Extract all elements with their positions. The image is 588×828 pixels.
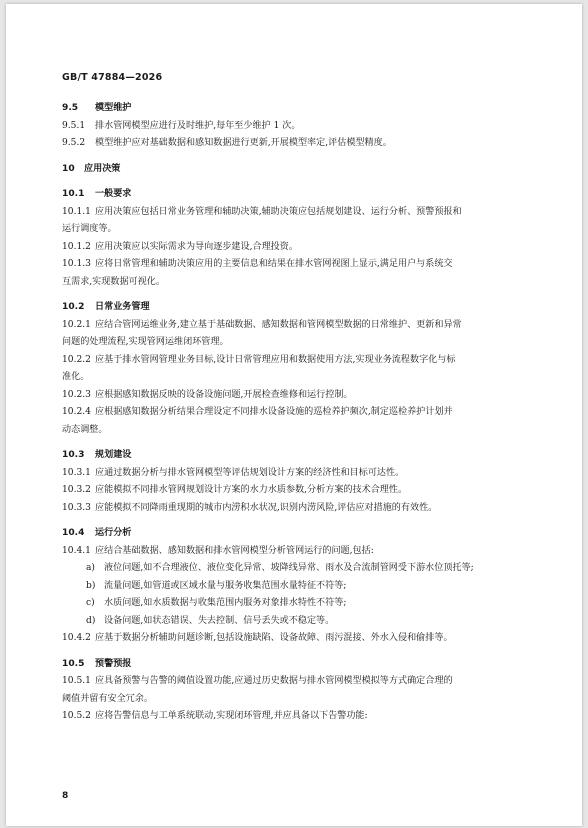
clause-number: 9.5.2 (62, 138, 86, 148)
section-title: 规划建设 (95, 450, 132, 460)
clause-paragraph (62, 708, 532, 726)
clause-continuation: 动态调整。 (62, 424, 108, 435)
clause-text: 模型维护应对基础数据和感知数据进行更新,开展模型率定,评估模型精度。 (95, 138, 392, 148)
section-title: 日常业务管理 (95, 302, 150, 312)
section-heading (62, 525, 532, 543)
clause-continuation: 问题的处理流程,实现管网运维闭环管理。 (62, 337, 229, 347)
clause-text: 应基于数据分析辅助问题诊断,包括设施缺陷、设备故障、雨污混接、外水入侵和偷排等。 (95, 633, 453, 643)
clause-continuation: 运行调度等。 (62, 224, 117, 234)
clause-number: 10.4.1 (62, 545, 91, 556)
section-heading (62, 447, 532, 465)
section-number: 10.1 (62, 189, 85, 199)
clause-number: 10.4.2 (62, 633, 91, 643)
clause-paragraph (62, 500, 532, 518)
list-marker: c) (86, 598, 95, 608)
clause-continuation: 准化。 (62, 372, 90, 382)
clause-number: 10.2.4 (62, 407, 91, 417)
clause-text: 应将告警信息与工单系统联动,实现闭环管理,并应具备以下告警功能: (95, 711, 368, 721)
clause-text: 应用决策应以实际需求为导向逐步建设,合理投资。 (95, 241, 298, 252)
clause-text: 应根据感知数据分析结果合理设定不同排水设备设施的巡检养护频次,制定巡检养护计划并 (95, 407, 453, 417)
section-title: 预警预报 (95, 658, 132, 669)
clause-paragraph (62, 630, 532, 648)
clause-text: 应能模拟不同降雨重现期的城市内涝积水状况,识别内涝风险,评估应对措施的有效性。 (95, 502, 438, 513)
list-item (62, 613, 532, 631)
list-marker: a) (86, 563, 95, 573)
clause-paragraph (62, 673, 532, 691)
document-page (6, 4, 582, 826)
section-number: 9.5 (62, 103, 79, 113)
standard-header: GB/T 47884—2026 (62, 72, 163, 83)
clause-text: 应结合管网运维业务,建立基于基础数据、感知数据和管网模型数据的日常维护、更新和异常 (95, 319, 462, 330)
section-title: 应用决策 (84, 163, 121, 174)
clause-paragraph (62, 482, 532, 500)
section-number: 10.2 (62, 302, 85, 312)
list-marker: b) (86, 580, 96, 591)
list-item (62, 578, 532, 596)
section-heading (62, 161, 532, 179)
list-text: 水质问题,如水质数据与收集范围内服务对象排水特性不符等; (104, 598, 347, 608)
clause-paragraph (62, 387, 532, 405)
clause-text: 应能模拟不同排水管网规划设计方案的水力水质参数,分析方案的技术合理性。 (95, 485, 408, 495)
clause-text: 应通过数据分析与排水管网模型等评估规划设计方案的经济性和目标可达性。 (95, 467, 405, 478)
section-number: 10.3 (62, 450, 85, 460)
document-body (62, 100, 532, 726)
clause-number: 10.2.3 (62, 389, 91, 400)
page-number: 8 (62, 791, 69, 801)
section-title: 一般要求 (95, 189, 132, 199)
list-marker: d) (86, 615, 96, 626)
section-heading (62, 656, 532, 674)
clause-continuation: 互需求,实现数据可视化。 (62, 276, 165, 287)
section-number: 10.5 (62, 658, 85, 669)
list-text: 流量问题,如管道或区域水量与服务收集范围水量特征不符等; (104, 580, 347, 591)
clause-paragraph (62, 543, 532, 561)
clause-number: 9.5.1 (62, 120, 86, 131)
clause-paragraph (62, 352, 532, 370)
clause-text: 应将日常管理和辅助决策应用的主要信息和结果在排水管网视图上显示,满足用户与系统交 (95, 259, 453, 269)
clause-text: 应用决策应包括日常业务管理和辅助决策,辅助决策应包括规划建设、运行分析、预警预报和 (95, 206, 462, 217)
clause-text: 应基于排水管网管理业务目标,设计日常管理应用和数据使用方法,实现业务流程数字化与标 (95, 354, 456, 365)
clause-paragraph (62, 204, 532, 222)
clause-paragraph (62, 135, 532, 153)
clause-number: 10.2.2 (62, 354, 91, 365)
clause-number: 10.1.1 (62, 206, 91, 217)
clause-text: 排水管网模型应进行及时维护,每年至少维护 1 次。 (95, 120, 301, 131)
clause-number: 10.2.1 (62, 319, 91, 330)
clause-paragraph (62, 256, 532, 274)
clause-number: 10.1.3 (62, 259, 91, 269)
clause-text: 应具备预警与告警的阈值设置功能,应通过历史数据与排水管网模型模拟等方式确定合理的 (95, 676, 453, 686)
clause-paragraph (62, 465, 532, 483)
section-heading (62, 186, 532, 204)
clause-paragraph (62, 239, 532, 257)
clause-number: 10.3.1 (62, 467, 91, 478)
list-text: 设备问题,如状态错误、失去控制、信号丢失或不稳定等。 (104, 615, 335, 626)
list-text: 液位问题,如不合理液位、液位变化异常、坡降线异常、雨水及合流制管网受下游水位顶托等; (104, 563, 474, 573)
section-heading (62, 299, 532, 317)
section-number: 10 (62, 163, 75, 174)
list-item (62, 595, 532, 613)
clause-text: 应根据感知数据反映的设备设施问题,开展检查维修和运行控制。 (95, 389, 353, 400)
clause-number: 10.3.2 (62, 485, 91, 495)
clause-number: 10.5.1 (62, 676, 91, 686)
section-heading (62, 100, 532, 118)
clause-continuation: 阈值并留有安全冗余。 (62, 693, 153, 704)
list-item (62, 560, 532, 578)
clause-text: 应结合基础数据、感知数据和排水管网模型分析管网运行的问题,包括: (95, 545, 374, 556)
clause-paragraph (62, 317, 532, 335)
section-number: 10.4 (62, 528, 85, 538)
section-title: 模型维护 (95, 103, 132, 113)
clause-paragraph (62, 404, 532, 422)
clause-number: 10.5.2 (62, 711, 91, 721)
clause-paragraph (62, 118, 532, 136)
section-title: 运行分析 (95, 528, 132, 538)
clause-number: 10.3.3 (62, 502, 91, 513)
clause-number: 10.1.2 (62, 241, 91, 252)
